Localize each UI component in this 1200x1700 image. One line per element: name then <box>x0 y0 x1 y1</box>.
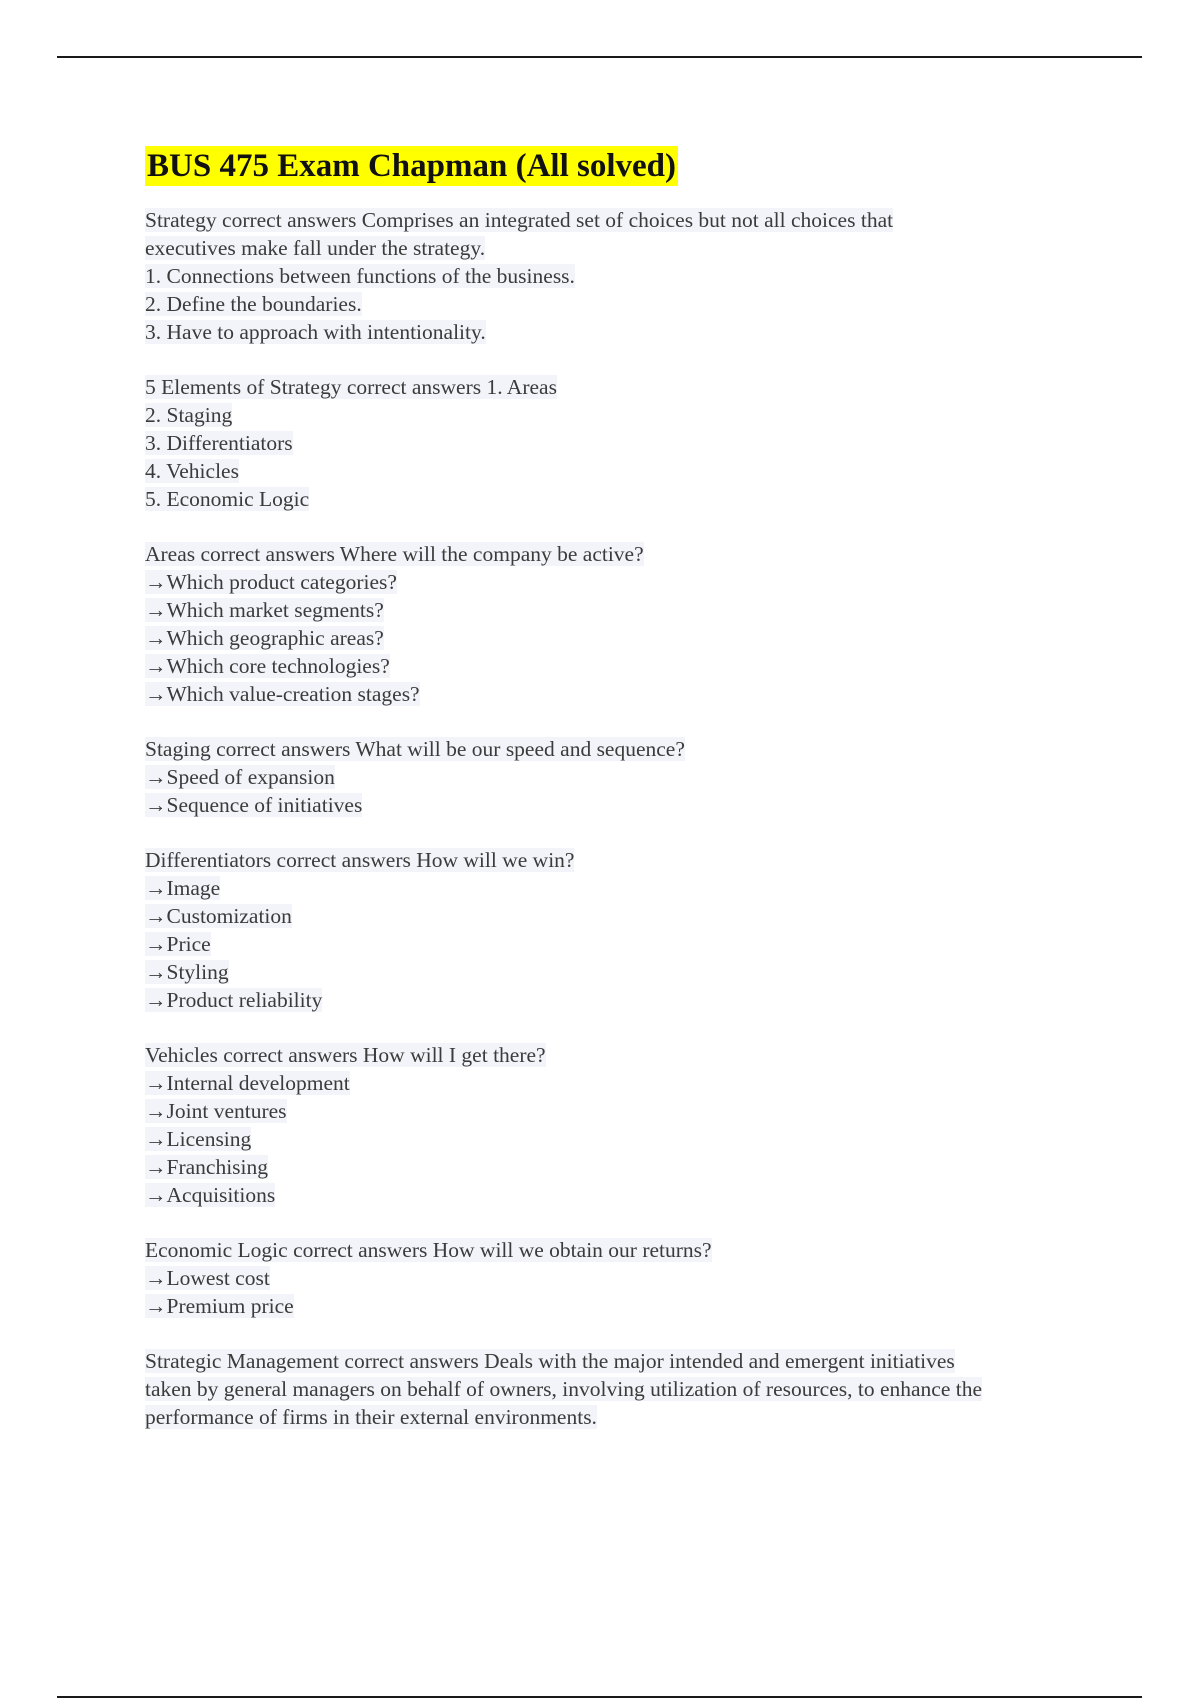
document-title: BUS 475 Exam Chapman (All solved) <box>147 148 676 184</box>
qa-line: →Licensing <box>145 1127 252 1151</box>
qa-line: Vehicles correct answers How will I get there? <box>145 1043 546 1067</box>
qa-line: 5 Elements of Strategy correct answers 1. Areas <box>145 375 557 399</box>
qa-strategy <box>145 206 1105 346</box>
qa-line: →Styling <box>145 960 229 984</box>
qa-line: 1. Connections between functions of the business. <box>145 264 575 288</box>
qa-line: →Which geographic areas? <box>145 626 384 650</box>
qa-line: →Product reliability <box>145 988 323 1012</box>
qa-line: 2. Define the boundaries. <box>145 292 362 316</box>
qa-line: taken by general managers on behalf of owners, involving utilization of resources, to enhance the <box>145 1377 983 1401</box>
qa-strategic-management <box>145 1347 1105 1431</box>
qa-line: →Lowest cost <box>145 1266 270 1290</box>
qa-line: →Sequence of initiatives <box>145 793 363 817</box>
qa-differentiators <box>145 846 1105 1014</box>
top-rule <box>57 56 1142 58</box>
qa-line: executives make fall under the strategy. <box>145 236 486 260</box>
qa-line: Strategic Management correct answers Deals with the major intended and emergent initiatives <box>145 1349 955 1373</box>
qa-vehicles <box>145 1041 1105 1209</box>
qa-line: →Franchising <box>145 1155 269 1179</box>
qa-line: performance of firms in their external environments. <box>145 1405 597 1429</box>
qa-areas <box>145 540 1105 708</box>
qa-line: Staging correct answers What will be our speed and sequence? <box>145 737 685 761</box>
qa-line: →Which core technologies? <box>145 654 390 678</box>
qa-line: →Which value-creation stages? <box>145 682 420 706</box>
qa-staging <box>145 735 1105 819</box>
qa-line: Strategy correct answers Comprises an integrated set of choices but not all choices that <box>145 208 894 232</box>
qa-line: →Which market segments? <box>145 598 384 622</box>
qa-line: →Price <box>145 932 211 956</box>
qa-five-elements <box>145 373 1105 513</box>
qa-line: Economic Logic correct answers How will we obtain our returns? <box>145 1238 712 1262</box>
qa-line: Areas correct answers Where will the company be active? <box>145 542 644 566</box>
qa-line: Differentiators correct answers How will we win? <box>145 848 575 872</box>
qa-line: →Acquisitions <box>145 1183 276 1207</box>
qa-line: →Internal development <box>145 1071 350 1095</box>
qa-line: →Joint ventures <box>145 1099 287 1123</box>
qa-line: 3. Differentiators <box>145 431 293 455</box>
qa-line: →Image <box>145 876 221 900</box>
qa-economic-logic <box>145 1236 1105 1320</box>
qa-line: 2. Staging <box>145 403 233 427</box>
qa-line: →Speed of expansion <box>145 765 335 789</box>
qa-line: →Which product categories? <box>145 570 397 594</box>
qa-line: 3. Have to approach with intentionality. <box>145 320 486 344</box>
bottom-rule <box>57 1696 1142 1698</box>
qa-line: 4. Vehicles <box>145 459 239 483</box>
qa-line: →Premium price <box>145 1294 294 1318</box>
qa-line: →Customization <box>145 904 292 928</box>
qa-line: 5. Economic Logic <box>145 487 310 511</box>
document-content <box>145 146 1105 1458</box>
